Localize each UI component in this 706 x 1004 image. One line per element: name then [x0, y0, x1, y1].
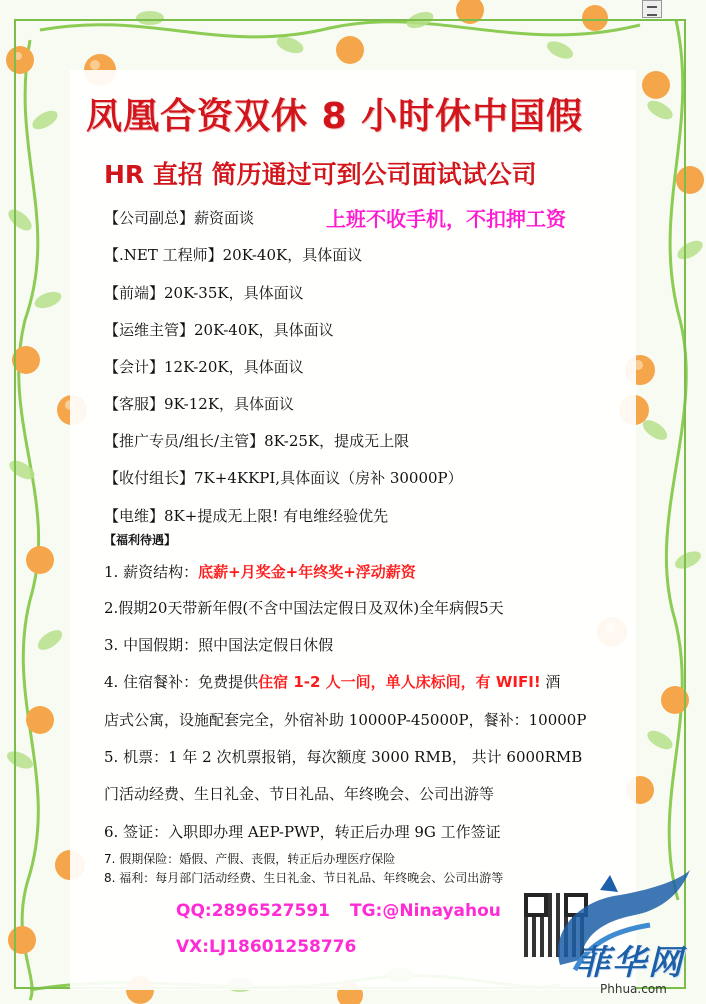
- contact-wechat: VX:LJ18601258776: [176, 937, 357, 957]
- job-item: 【推广专员/组长/主管】8K-25K，提成无上限: [104, 432, 410, 450]
- policy-note: 上班不收手机，不扣押工资: [326, 207, 566, 231]
- benefit-visa: 6. 签证：入职即办理 AEP-PWP，转正后办理 9G 工作签证: [104, 823, 501, 841]
- benefit-flights-cont: 门活动经费、生日礼金、节日礼品、年终晚会、公司出游等: [104, 785, 495, 803]
- job-item: 【前端】20K-35K，具体面议: [104, 284, 304, 302]
- watermark-brand: 菲华网: [576, 943, 684, 983]
- poster-title: 凤凰合资双休 8 小时休中国假: [86, 96, 584, 137]
- job-item: 【收付组长】7K+4KKPI,具体面议（房补 30000P）: [104, 469, 463, 487]
- job-item: 【会计】12K-20K，具体面议: [104, 358, 304, 376]
- benefit-housing: 4. 住宿餐补：免费提供住宿 1-2 人一间，单人床标间，有 WIFI! 酒: [104, 673, 561, 691]
- job-item: 【电维】8K+提成无上限! 有电维经验优先: [104, 507, 389, 525]
- job-item: 【公司副总】薪资面谈: [104, 209, 255, 227]
- benefit-leave: 2.假期20天带新年假(不含中国法定假日及双休)全年病假5天: [104, 599, 504, 617]
- poster-subtitle: HR 直招 简历通过可到公司面试试公司: [104, 160, 537, 189]
- benefit-salary: 1. 薪资结构：底薪+月奖金+年终奖+浮动薪资: [104, 563, 416, 581]
- benefit-housing-cont: 店式公寓，设施配套完全，外宿补助 10000P-45000P，餐补：10000P: [104, 711, 587, 729]
- benefits-heading: 【福利待遇】: [104, 533, 177, 547]
- job-item: 【运维主管】20K-40K，具体面议: [104, 321, 334, 339]
- benefit-insurance: 7. 假期保险：婚假、产假、丧假，转正后办理医疗保险: [104, 852, 396, 866]
- job-item: 【客服】9K-12K，具体面议: [104, 395, 295, 413]
- benefit-holidays: 3. 中国假期：照中国法定假日休假: [104, 636, 334, 654]
- job-item: 【.NET 工程师】20K-40K，具体面议: [104, 246, 363, 264]
- contact-telegram: TG:@Ninayahou: [350, 901, 501, 921]
- benefit-flights: 5. 机票：1 年 2 次机票报销，每次额度 3000 RMB， 共计 6000RMB: [104, 748, 583, 766]
- watermark-url: Phhua.com: [600, 982, 667, 996]
- layout-options-icon[interactable]: [642, 0, 662, 18]
- benefit-welfare: 8. 福利：每月部门活动经费、生日礼金、节日礼品、年终晚会、公司出游等: [104, 871, 504, 885]
- contact-qq: QQ:2896527591: [176, 901, 330, 921]
